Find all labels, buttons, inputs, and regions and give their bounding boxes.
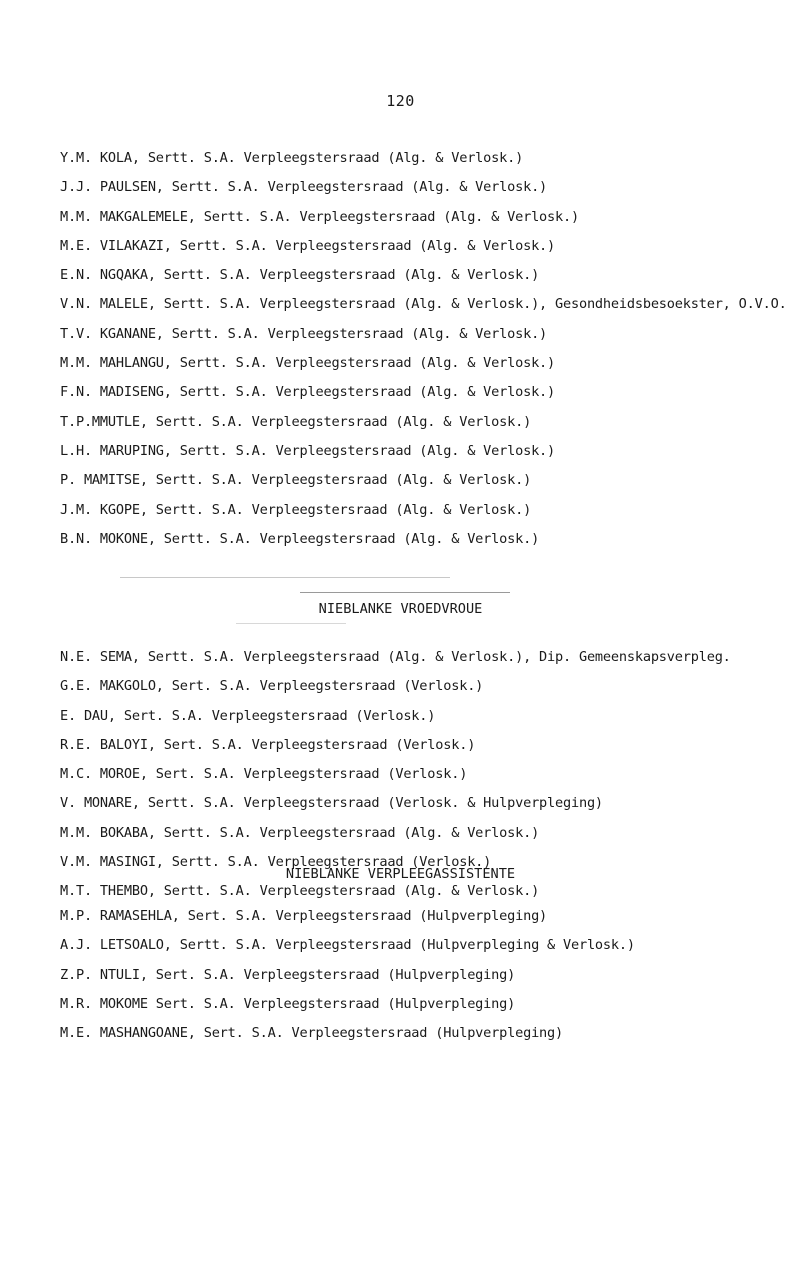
list-item: F.N. MADISENG, Sertt. S.A. Verpleegstersraad (Alg. & Verlosk.) [60, 384, 556, 401]
list-item: E. DAU, Sert. S.A. Verpleegstersraad (Verlosk.) [60, 707, 436, 724]
list-item: M.M. BOKABA, Sertt. S.A. Verpleegstersraad (Alg. & Verlosk.) [60, 824, 540, 841]
page-number: 120 [386, 92, 415, 110]
list-item: N.E. SEMA, Sertt. S.A. Verpleegstersraad (Alg. & Verlosk.), Dip. Gemeenskapsverpleg. [60, 649, 731, 665]
list-item: G.E. MAKGOLO, Sert. S.A. Verpleegstersraad (Verlosk.) [60, 678, 484, 695]
list-item: J.M. KGOPE, Sertt. S.A. Verpleegstersraad (Alg. & Verlosk.) [60, 501, 532, 518]
list-item: E.N. NGQAKA, Sertt. S.A. Verpleegstersraad (Alg. & Verlosk.) [60, 267, 540, 284]
list-item: M.M. MAKGALEMELE, Sertt. S.A. Verpleegstersraad (Alg. & Verlosk.) [60, 208, 579, 225]
list-item: M.C. MOROE, Sert. S.A. Verpleegstersraad (Verlosk.) [60, 766, 468, 783]
list-item: V.M. MASINGI, Sertt. S.A. Verpleegstersraad (Verlosk.) [60, 854, 492, 871]
list-item: Z.P. NTULI, Sert. S.A. Verpleegstersraad (Hulpverpleging) [60, 966, 516, 983]
staff-list-nurses [60, 144, 795, 554]
scan-artifact [236, 623, 346, 624]
scan-artifact [300, 592, 510, 593]
list-item: P. MAMITSE, Sertt. S.A. Verpleegstersraad (Alg. & Verlosk.) [60, 472, 532, 489]
list-item: L.H. MARUPING, Sertt. S.A. Verpleegstersraad (Alg. & Verlosk.) [60, 442, 556, 459]
list-item: M.P. RAMASEHLA, Sert. S.A. Verpleegstersraad (Hulpverpleging) [60, 908, 548, 924]
list-item: M.R. MOKOME Sert. S.A. Verpleegstersraad (Hulpverpleging) [60, 995, 516, 1012]
list-item: M.E. VILAKAZI, Sertt. S.A. Verpleegstersraad (Alg. & Verlosk.) [60, 237, 556, 254]
staff-list-nursing-assistants [60, 902, 795, 1048]
list-item: V.N. MALELE, Sertt. S.A. Verpleegstersraad (Alg. & Verlosk.), Gesondheidsbesoekster, O.V.O. [60, 296, 787, 313]
scan-artifact [120, 577, 450, 578]
list-item: M.T. THEMBO, Sertt. S.A. Verpleegstersraad (Alg. & Verlosk.) [60, 883, 540, 900]
list-item: A.J. LETSOALO, Sertt. S.A. Verpleegstersraad (Hulpverpleging & Verlosk.) [60, 937, 635, 954]
section-heading-midwives: NIEBLANKE VROEDVROUE [318, 601, 483, 617]
list-item: R.E. BALOYI, Sert. S.A. Verpleegstersraad (Verlosk.) [60, 736, 476, 753]
list-item: J.J. PAULSEN, Sertt. S.A. Verpleegstersraad (Alg. & Verlosk.) [60, 179, 548, 196]
list-item: B.N. MOKONE, Sertt. S.A. Verpleegstersraad (Alg. & Verlosk.) [60, 530, 540, 547]
list-item: T.P.MMUTLE, Sertt. S.A. Verpleegstersraad (Alg. & Verlosk.) [60, 413, 532, 430]
list-item: T.V. KGANANE, Sertt. S.A. Verpleegstersraad (Alg. & Verlosk.) [60, 325, 548, 342]
list-item: Y.M. KOLA, Sertt. S.A. Verpleegstersraad (Alg. & Verlosk.) [60, 150, 524, 166]
list-item: V. MONARE, Sertt. S.A. Verpleegstersraad (Verlosk. & Hulpverpleging) [60, 795, 603, 812]
section-heading-nursing-assistants: NIEBLANKE VERPLEEGASSISTENTE [285, 866, 516, 882]
list-item: M.E. MASHANGOANE, Sert. S.A. Verpleegstersraad (Hulpverpleging) [60, 1025, 564, 1042]
list-item: M.M. MAHLANGU, Sertt. S.A. Verpleegstersraad (Alg. & Verlosk.) [60, 355, 556, 372]
